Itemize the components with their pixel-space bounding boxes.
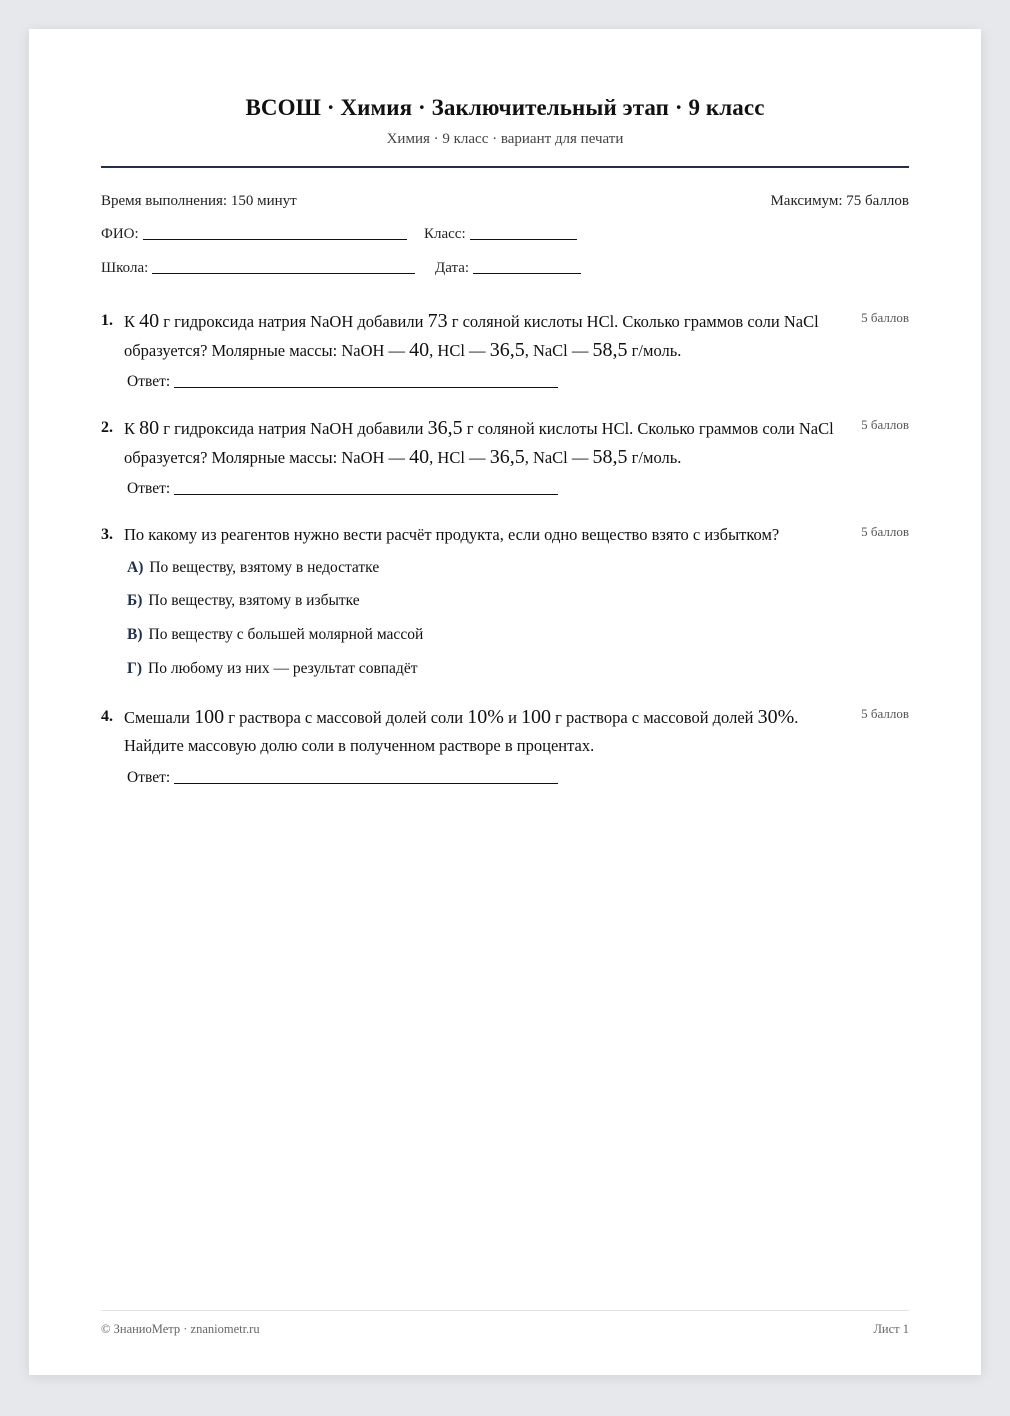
question-number: 2. — [101, 419, 113, 436]
answer-line[interactable] — [174, 386, 558, 388]
max-score: Максимум: 75 баллов — [770, 193, 909, 209]
answer-field[interactable] — [127, 480, 558, 498]
question-text: По какому из реагентов нужно вести расчёт продукта, если одно вещество взято с избытком? — [124, 525, 780, 544]
text-part: Смешали — [124, 708, 195, 727]
number-value: 100 — [521, 706, 552, 728]
fio-label: ФИО: — [101, 226, 139, 242]
answer-field[interactable] — [127, 373, 558, 391]
text-part: г гидроксида натрия NaOH добавили — [159, 312, 428, 331]
text-part: г соляной кислоты HCl. Сколько граммов соли NaCl образуется? Молярные массы: NaOH — — [124, 419, 834, 467]
page-content — [101, 29, 909, 1375]
page-subtitle: Химия · 9 класс · вариант для печати — [386, 131, 624, 147]
text-part: г/моль. — [627, 448, 682, 467]
number-value: 58,5 — [592, 339, 628, 361]
text-part: . Найдите массовую долю соли в полученном растворе в процентах. — [124, 708, 799, 755]
header-divider — [101, 166, 909, 168]
text-part: К — [124, 312, 140, 331]
number-value: 80 — [139, 417, 160, 439]
question-text — [124, 307, 839, 365]
question-points: 5 баллов — [861, 524, 909, 539]
option-letter: А) — [127, 559, 144, 576]
date-label: Дата: — [435, 260, 470, 276]
option-text: По веществу с большей молярной массой — [148, 626, 424, 643]
number-value: 40 — [139, 310, 160, 332]
text-part: , NaCl — — [524, 448, 593, 467]
number-value: 36,5 — [489, 446, 525, 468]
number-value: 40 — [409, 339, 430, 361]
question-points: 5 баллов — [861, 417, 909, 432]
option-a[interactable] — [127, 559, 379, 577]
text-part: г/моль. — [627, 341, 682, 360]
option-text: По любому из них — результат совпадёт — [148, 660, 418, 677]
text-part: К — [124, 419, 140, 438]
question-text — [124, 703, 839, 760]
answer-label: Ответ: — [127, 480, 171, 497]
text-part: г гидроксида натрия NaOH добавили — [159, 419, 428, 438]
class-label: Класс: — [424, 226, 466, 242]
text-part: г раствора с массовой долей — [551, 708, 758, 727]
answer-label: Ответ: — [127, 373, 171, 390]
question-number: 3. — [101, 526, 113, 543]
worksheet-page — [29, 29, 981, 1375]
footer-divider — [101, 1310, 909, 1311]
page-number: Лист 1 — [873, 1322, 909, 1336]
answer-line[interactable] — [174, 782, 558, 784]
number-value: 36,5 — [427, 417, 463, 439]
text-part: , HCl — — [429, 448, 490, 467]
class-field[interactable] — [424, 226, 577, 243]
fio-line[interactable] — [143, 238, 407, 240]
question-number: 1. — [101, 312, 113, 329]
number-value: 100 — [194, 706, 225, 728]
text-part: , NaCl — — [524, 341, 593, 360]
question-points: 5 баллов — [861, 706, 909, 721]
question-text — [124, 414, 839, 472]
school-field[interactable] — [101, 260, 415, 277]
answer-label: Ответ: — [127, 769, 171, 786]
text-part: и — [503, 708, 522, 727]
class-line[interactable] — [470, 238, 577, 240]
question-number: 4. — [101, 708, 113, 725]
fio-field[interactable] — [101, 226, 407, 243]
option-d[interactable] — [127, 660, 417, 678]
text-part: г соляной кислоты HCl. Сколько граммов соли NaCl образуется? Молярные массы: NaOH — — [124, 312, 819, 360]
option-b[interactable] — [127, 592, 360, 610]
number-value: 73 — [427, 310, 448, 332]
number-value: 58,5 — [592, 446, 628, 468]
text-part: г раствора с массовой долей соли — [224, 708, 468, 727]
page-title: ВСОШ · Химия · Заключительный этап · 9 класс — [245, 95, 765, 120]
option-c[interactable] — [127, 626, 423, 644]
option-letter: Б) — [127, 592, 143, 609]
option-letter: Г) — [127, 660, 143, 677]
option-text: По веществу, взятому в недостатке — [149, 559, 380, 576]
date-line[interactable] — [473, 272, 581, 274]
number-value: 10% — [467, 706, 504, 728]
footer-copyright: © ЗнаниоМетр · znaniometr.ru — [101, 1322, 260, 1336]
school-label: Школа: — [101, 260, 149, 276]
option-letter: В) — [127, 626, 143, 643]
option-text: По веществу, взятому в избытке — [148, 592, 360, 609]
date-field[interactable] — [435, 260, 581, 277]
school-line[interactable] — [152, 272, 415, 274]
question-points: 5 баллов — [861, 310, 909, 325]
time-limit: Время выполнения: 150 минут — [101, 193, 297, 209]
text-part: , HCl — — [429, 341, 490, 360]
number-value: 30% — [757, 706, 795, 728]
number-value: 36,5 — [489, 339, 525, 361]
answer-line[interactable] — [174, 493, 558, 495]
number-value: 40 — [409, 446, 430, 468]
answer-field[interactable] — [127, 769, 558, 787]
